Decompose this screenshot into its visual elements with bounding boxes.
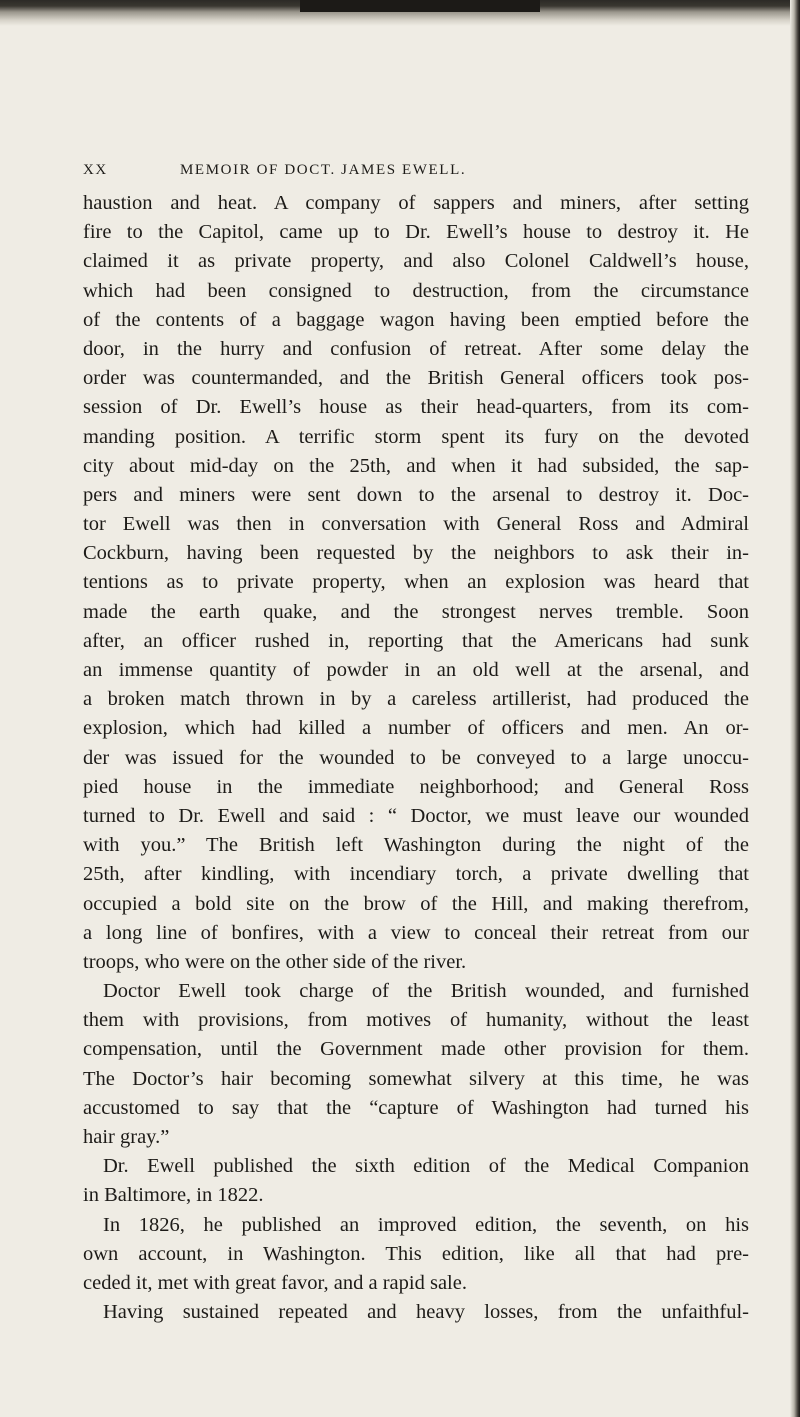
- text-line: pied house in the immediate neighborhood; and General Ross: [83, 775, 749, 798]
- text-line: tentions as to private property, when an explosion was heard that: [83, 571, 749, 594]
- text-line: occupied a bold site on the brow of the Hill, and making therefrom,: [83, 892, 749, 915]
- text-line: der was issued for the wounded to be conveyed to a large unoccu-: [83, 746, 749, 769]
- text-line: a broken match thrown in by a careless artillerist, had produced the: [83, 688, 749, 711]
- text-line: In 1826, he published an improved edition, the seventh, on his: [103, 1213, 749, 1236]
- text-line: compensation, until the Government made other provision for them.: [83, 1038, 749, 1061]
- text-line: Cockburn, having been requested by the neighbors to ask their in-: [83, 542, 749, 565]
- text-line: Doctor Ewell took charge of the British wounded, and furnished: [103, 980, 749, 1003]
- text-line: order was countermanded, and the British General officers took pos-: [83, 367, 749, 390]
- text-line: in Baltimore, in 1822.: [83, 1184, 264, 1207]
- page-number: XX: [83, 162, 108, 178]
- text-line: explosion, which had killed a number of officers and men. An or-: [83, 717, 749, 740]
- page-right-edge: [790, 0, 800, 1417]
- text-line: them with provisions, from motives of humanity, without the least: [83, 1009, 749, 1032]
- text-line: fire to the Capitol, came up to Dr. Ewell’s house to destroy it. He: [83, 221, 749, 244]
- text-line: claimed it as private property, and also Colonel Caldwell’s house,: [83, 250, 749, 273]
- text-line: door, in the hurry and confusion of retreat. After some delay the: [83, 337, 749, 360]
- text-line: pers and miners were sent down to the arsenal to destroy it. Doc-: [83, 483, 749, 506]
- text-line: Having sustained repeated and heavy losses, from the unfaithful-: [103, 1301, 749, 1324]
- text-line: an immense quantity of powder in an old well at the arsenal, and: [83, 659, 749, 681]
- body-text: [83, 189, 749, 1327]
- text-line: session of Dr. Ewell’s house as their head-quarters, from its com-: [83, 396, 749, 419]
- page-header: [83, 162, 749, 186]
- text-line: accustomed to say that the “capture of Washington had turned his: [83, 1096, 749, 1119]
- text-line: The Doctor’s hair becoming somewhat silvery at this time, he was: [83, 1067, 749, 1090]
- text-line: with you.” The British left Washington during the night of the: [83, 834, 749, 857]
- text-line: hair gray.”: [83, 1126, 170, 1148]
- page-top-shadow: [300, 0, 540, 12]
- text-line: manding position. A terrific storm spent its fury on the devoted: [83, 425, 749, 448]
- text-line: own account, in Washington. This edition, like all that had pre-: [83, 1242, 749, 1265]
- text-line: tor Ewell was then in conversation with General Ross and Admiral: [83, 513, 749, 536]
- text-line: haustion and heat. A company of sappers and miners, after setting: [83, 192, 749, 214]
- text-line: of the contents of a baggage wagon having been emptied before the: [83, 308, 749, 331]
- text-line: after, an officer rushed in, reporting that the Americans had sunk: [83, 629, 749, 652]
- text-line: made the earth quake, and the strongest nerves tremble. Soon: [83, 600, 749, 623]
- text-line: ceded it, met with great favor, and a rapid sale.: [83, 1271, 467, 1294]
- running-title: MEMOIR OF DOCT. JAMES EWELL.: [180, 162, 467, 178]
- text-line: 25th, after kindling, with incendiary torch, a private dwelling that: [83, 863, 749, 886]
- text-line: city about mid-day on the 25th, and when it had subsided, the sap-: [83, 454, 749, 477]
- text-line: which had been consigned to destruction, from the circumstance: [83, 279, 749, 302]
- text-line: turned to Dr. Ewell and said : “ Doctor, we must leave our wounded: [83, 804, 749, 827]
- text-line: a long line of bonfires, with a view to conceal their retreat from our: [83, 921, 749, 944]
- text-line: Dr. Ewell published the sixth edition of the Medical Companion: [103, 1155, 749, 1178]
- text-line: troops, who were on the other side of the river.: [83, 950, 467, 973]
